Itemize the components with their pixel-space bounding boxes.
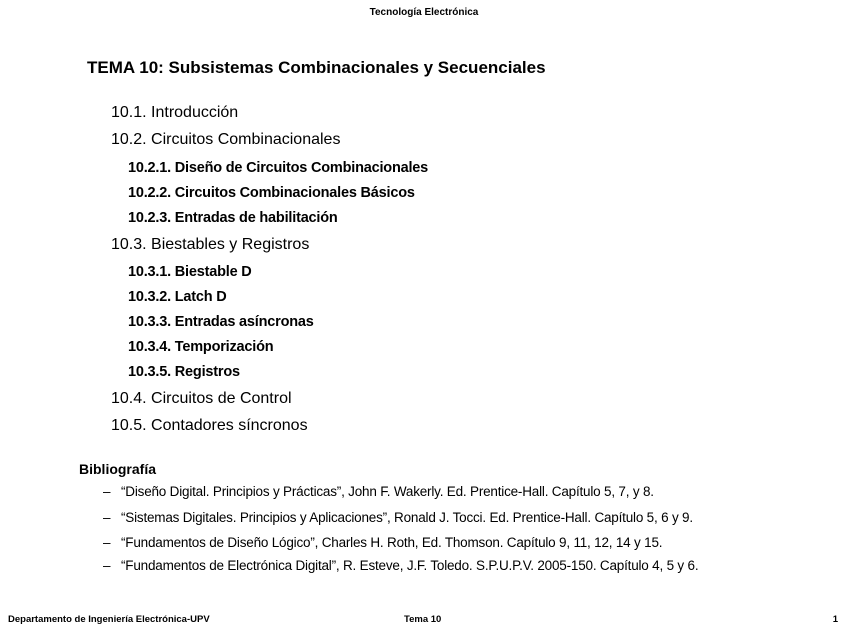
bibliography-item-text: “Fundamentos de Electrónica Digital”, R. Esteve, J.F. Toledo. S.P.U.P.V. 2005-150. Capítulo 4, 5 y 6. bbox=[121, 558, 699, 573]
toc-item: 10.2. Circuitos Combinacionales bbox=[111, 131, 341, 148]
bibliography-item bbox=[103, 558, 698, 573]
bibliography-item-text: “Diseño Digital. Principios y Prácticas”, John F. Wakerly. Ed. Prentice-Hall. Capítulo 5, 7, y 8. bbox=[121, 484, 654, 499]
footer-department: Departamento de Ingeniería Electrónica-UPV bbox=[8, 614, 210, 625]
bullet-dash: – bbox=[103, 535, 111, 550]
bibliography-item bbox=[103, 510, 693, 525]
toc-subitem: 10.3.1. Biestable D bbox=[128, 264, 252, 280]
bibliography-heading: Bibliografía bbox=[79, 461, 157, 477]
toc-item: 10.4. Circuitos de Control bbox=[111, 390, 292, 407]
footer-topic: Tema 10 bbox=[404, 614, 442, 625]
toc-item: 10.3. Biestables y Registros bbox=[111, 236, 310, 253]
toc-item: 10.5. Contadores síncronos bbox=[111, 417, 308, 434]
page-header: Tecnología Electrónica bbox=[369, 7, 479, 18]
toc-subitem: 10.2.3. Entradas de habilitación bbox=[128, 210, 338, 226]
toc-subitem: 10.3.2. Latch D bbox=[128, 289, 227, 305]
toc-subitem: 10.3.5. Registros bbox=[128, 364, 240, 380]
bullet-dash: – bbox=[103, 558, 111, 573]
bibliography-item bbox=[103, 484, 654, 499]
toc-subitem: 10.3.4. Temporización bbox=[128, 339, 274, 355]
bibliography-item-text: “Sistemas Digitales. Principios y Aplicaciones”, Ronald J. Tocci. Ed. Prentice-Hall. Capítulo 5, 6 y 9. bbox=[121, 510, 693, 525]
toc-subitem: 10.3.3. Entradas asíncronas bbox=[128, 314, 314, 330]
bullet-dash: – bbox=[103, 510, 111, 525]
toc-subitem: 10.2.2. Circuitos Combinacionales Básicos bbox=[128, 185, 415, 201]
page-number: 1 bbox=[832, 614, 838, 625]
toc-item: 10.1. Introducción bbox=[111, 104, 239, 121]
bibliography-item bbox=[103, 535, 662, 550]
page-title: TEMA 10: Subsistemas Combinacionales y Secuenciales bbox=[87, 58, 546, 77]
toc-subitem: 10.2.1. Diseño de Circuitos Combinacionales bbox=[128, 160, 429, 176]
bullet-dash: – bbox=[103, 484, 111, 499]
bibliography-item-text: “Fundamentos de Diseño Lógico”, Charles H. Roth, Ed. Thomson. Capítulo 9, 11, 12, 14 y 15. bbox=[121, 535, 663, 550]
